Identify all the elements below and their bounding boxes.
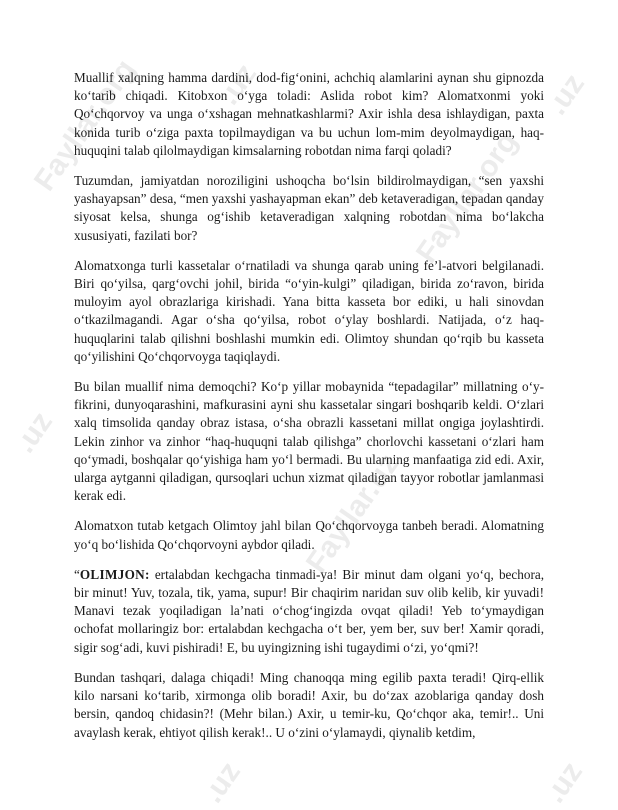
watermark: .uz: [8, 405, 59, 459]
dialogue-paragraph: [74, 566, 544, 657]
watermark: Fayllar.org: [28, 53, 143, 197]
document-body: [74, 69, 544, 754]
paragraph: Alomatxon tutab ketgach Olimtoy jahl bilan Qo‘chqorvoyga tanbeh beradi. Alomatning yo‘q bo‘lishida Qo‘chqorvoyni aybdor qiladi.: [74, 518, 544, 552]
paragraph: Tuzumdan, jamiyatdan noroziligini ushoqcha bo‘lsin bildirolmaydigan, “sen yaxshi yashayapsan” desa, “men yaxshi yashayapman ekan” deb ketaveradigan, tepadan qanday siyosat kelsa, shunga og‘ishib ketaveradigan xalqning robotdan nima bo‘lakcha xususiyati, fazilati bor?: [74, 173, 544, 243]
paragraph: Bu bilan muallif nima demoqchi? Ko‘p yillar mobaynida “tepadagilar” millatning o‘y-fikrini, dunyoqarashini, mafkurasini ayni shu kassetalar singari boshqarib keldi. O‘zlari xalq timsolida qanday obraz istasa, o‘sha obrazli kassetani millat ongiga joylashtirdi. Lekin zinhor va zinhor “haq-huquqni talab qilishga” chorlovchi kassetani o‘zlari ham qo‘ymadi, boshqalar qo‘yishiga ham yo‘l bermadi. Bu ularning manfaatiga zid edi. Axir, ularga aytganni qiladigan, qursoqlari uchun xizmat qiladigan tayyor robotlar jamlanmasi kerak edi.: [74, 379, 544, 504]
watermark: .uz: [538, 755, 589, 809]
watermark: .uz: [212, 57, 263, 111]
paragraph: Alomatxonga turli kassetalar o‘rnatiladi va shunga qarab uning fe’l-atvori belgilanadi. Biri qo‘yilsa, qarg‘ovchi johil, birida “o‘yin-kulgi” qiladigan, birida zo‘ravon, birida muloyim ayol obrazlariga kirishadi. Yana bitta kasseta bor ediki, u hali sinovdan o‘tkazilmagandi. Agar o‘sha qo‘yilsa, robot o‘ylay boshlardi. Natijada, o‘z haq-huquqlarini talab qilishni boshlashi mumkin edi. Olimtoy shundan qo‘rqib bu kasseta qo‘yilishini Qo‘chqorvoyga taqiqlaydi.: [74, 257, 544, 364]
dialogue-text: ertalabdan kechgacha tinmadi-ya! Bir minut dam olgani yo‘q, bechora, bir minut! Yuv, tozala, tik, yama, supur! Bir chaqirim naridan suv olib kelib, kir yuvadi! Manavi tezak yoqiladigan la’nati o‘chog‘ingizda ovqat qiladi! Yeb to‘ymaydigan ochofat mollaringiz bor: ertalabdan kechgacha o‘t ber, yem ber, suv ber! Xamir qoradi, sigir sog‘adi, kuvi pishiradi! E, bu uyingizning ishi tugaydimi o‘zi, yo‘qmi?!: [74, 566, 544, 655]
watermark: Fayllar.uz: [300, 447, 406, 579]
watermark: .uz: [196, 755, 247, 809]
paragraph: Muallif xalqning hamma dardini, dod-fig‘onini, achchiq alamlarini aynan shu gipnozda ko‘tarib chiqadi. Kitobxon o‘yga toladi: Aslida robot kim? Alomatxonmi yoki Qo‘chqorvoy va unga o‘xshagan mehnatkashlarmi? Axir ishla desa ishlaydigan, paxta konida turib o‘ziga paxta topilmaydigan va bu uchun lom-mim deyolmaydigan, haq-huquqini talab qilolmaydigan kimsalarning robotdan nima farqi qoladi?: [74, 70, 544, 158]
paragraph: Bundan tashqari, dalaga chiqadi! Ming chanoqqa ming egilib paxta teradi! Qirq-ellik kilo narsani ko‘tarib, xirmonga olib boradi! Axir, bu do‘zax azoblariga qanday dosh bersin, qandoq chidasin?! (Mehr bilan.) Axir, u temir-ku, Qo‘chqor aka, temir!.. Uni avaylash kerak, ehtiyot qilish kerak!.. U o‘zini o‘ylamaydi, qiynalib ketdim,: [74, 669, 544, 740]
watermark: .uz: [540, 67, 591, 121]
speaker-name: OLIMJON:: [79, 566, 150, 582]
watermark: Fayllar.org: [410, 125, 525, 269]
quote-mark: “: [74, 566, 80, 582]
